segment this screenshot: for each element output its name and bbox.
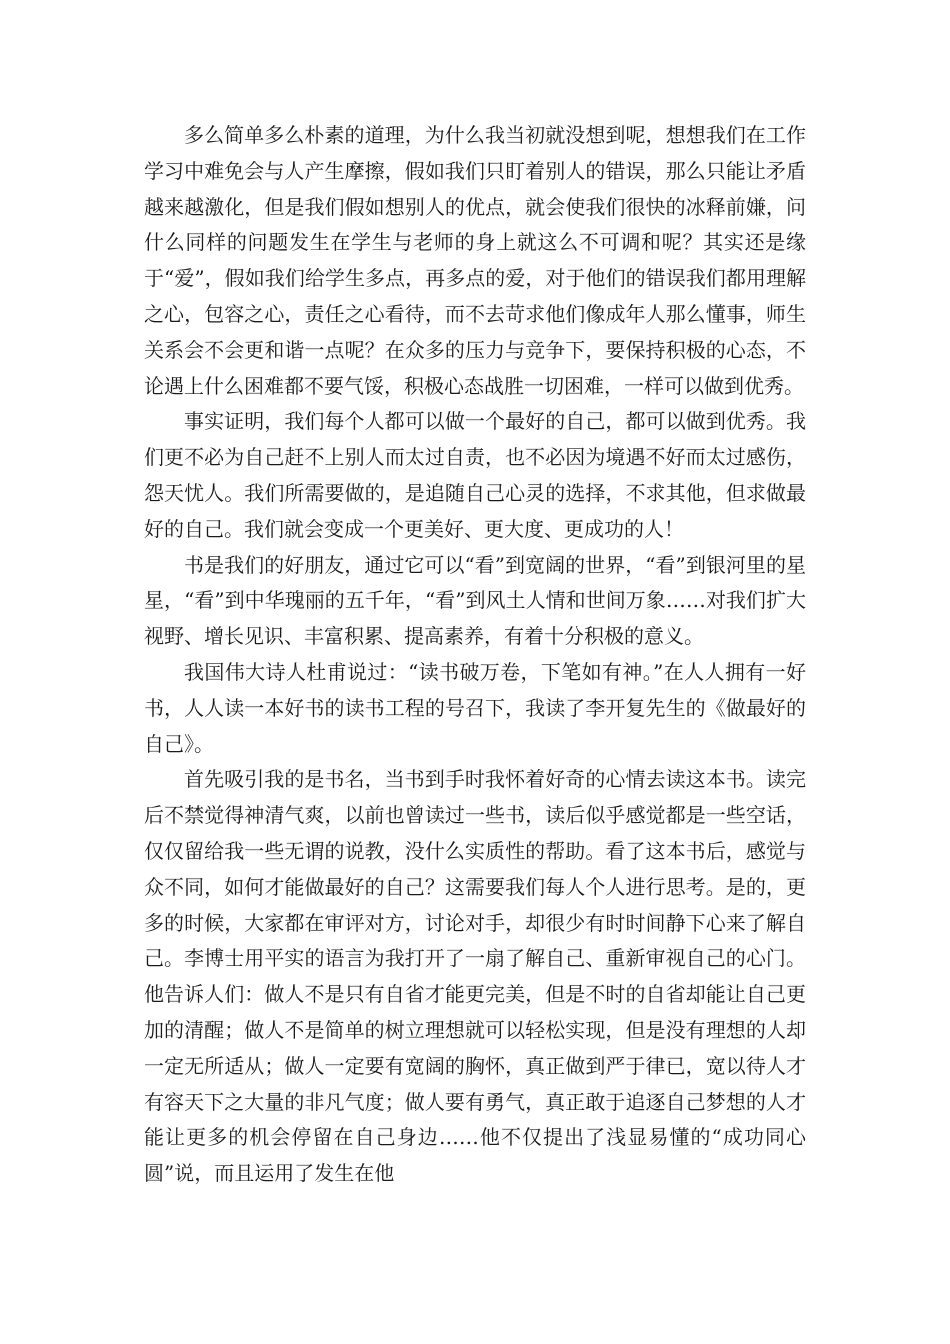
paragraph-4: 我国伟大诗人杜甫说过：“读书破万卷，下笔如有神。”在人人拥有一好书，人人读一本好书的读书工程的号召下，我读了李开复先生的《做最好的自己》。 [144,659,806,756]
paragraph-1: 多么简单多么朴素的道理，为什么我当初就没想到呢，想想我们在工作学习中难免会与人产生摩擦，假如我们只盯着别人的错误，那么只能让矛盾越来越激化，但是我们假如想别人的优点，就会使我们很快的冰释前嫌，问什么同样的问题发生在学生与老师的身上就这么不可调和呢？其实还是缘于“爱”，假如我们给学生多点，再多点的爱，对于他们的错误我们都用理解之心，包容之心，责任之心看待，而不去苛求他们像成年人那么懂事，师生关系会不会更和谐一点呢？在众多的压力与竞争下，要保持积极的心态，不论遇上什么困难都不要气馁，积极心态战胜一切困难，一样可以做到优秀。 [144,123,806,398]
paragraph-2: 事实证明，我们每个人都可以做一个最好的自己，都可以做到优秀。我们更不必为自己赶不上别人而太过自责，也不必因为境遇不好而太过感伤，怨天忧人。我们所需要做的，是追随自己心灵的选择，不求其他，但求做最好的自己。我们就会变成一个更美好、更大度、更成功的人！ [144,409,806,541]
document-page [144,118,806,1192]
paragraph-3: 书是我们的好朋友，通过它可以“看”到宽阔的世界，“看”到银河里的星星，“看”到中华瑰丽的五千年，“看”到风土人情和世间万象……对我们扩大视野、增长见识、丰富积累、提高素养，有着十分积极的意义。 [144,552,806,649]
paragraph-5: 首先吸引我的是书名，当书到手时我怀着好奇的心情去读这本书。读完后不禁觉得神清气爽，以前也曾读过一些书，读后似乎感觉都是一些空话，仅仅留给我一些无谓的说教，没什么实质性的帮助。看了这本书后，感觉与众不同，如何才能做最好的自己？这需要我们每人个人进行思考。是的，更多的时候，大家都在审评对方，讨论对手，却很少有时时间静下心来了解自己。李博士用平实的语言为我打开了一扇了解自己、重新审视自己的心门。他告诉人们：做人不是只有自省才能更完美，但是不时的自省却能让自己更加的清醒；做人不是简单的树立理想就可以轻松实现，但是没有理想的人却一定无所适从；做人一定要有宽阔的胸怀，真正做到严于律已，宽以待人才有容天下之大量的非凡气度；做人要有勇气，真正敢于追逐自己梦想的人才能让更多的机会停留在自己身边……他不仅提出了浅显易懂的“成功同心圆”说，而且运用了发生在他 [144,767,806,1186]
